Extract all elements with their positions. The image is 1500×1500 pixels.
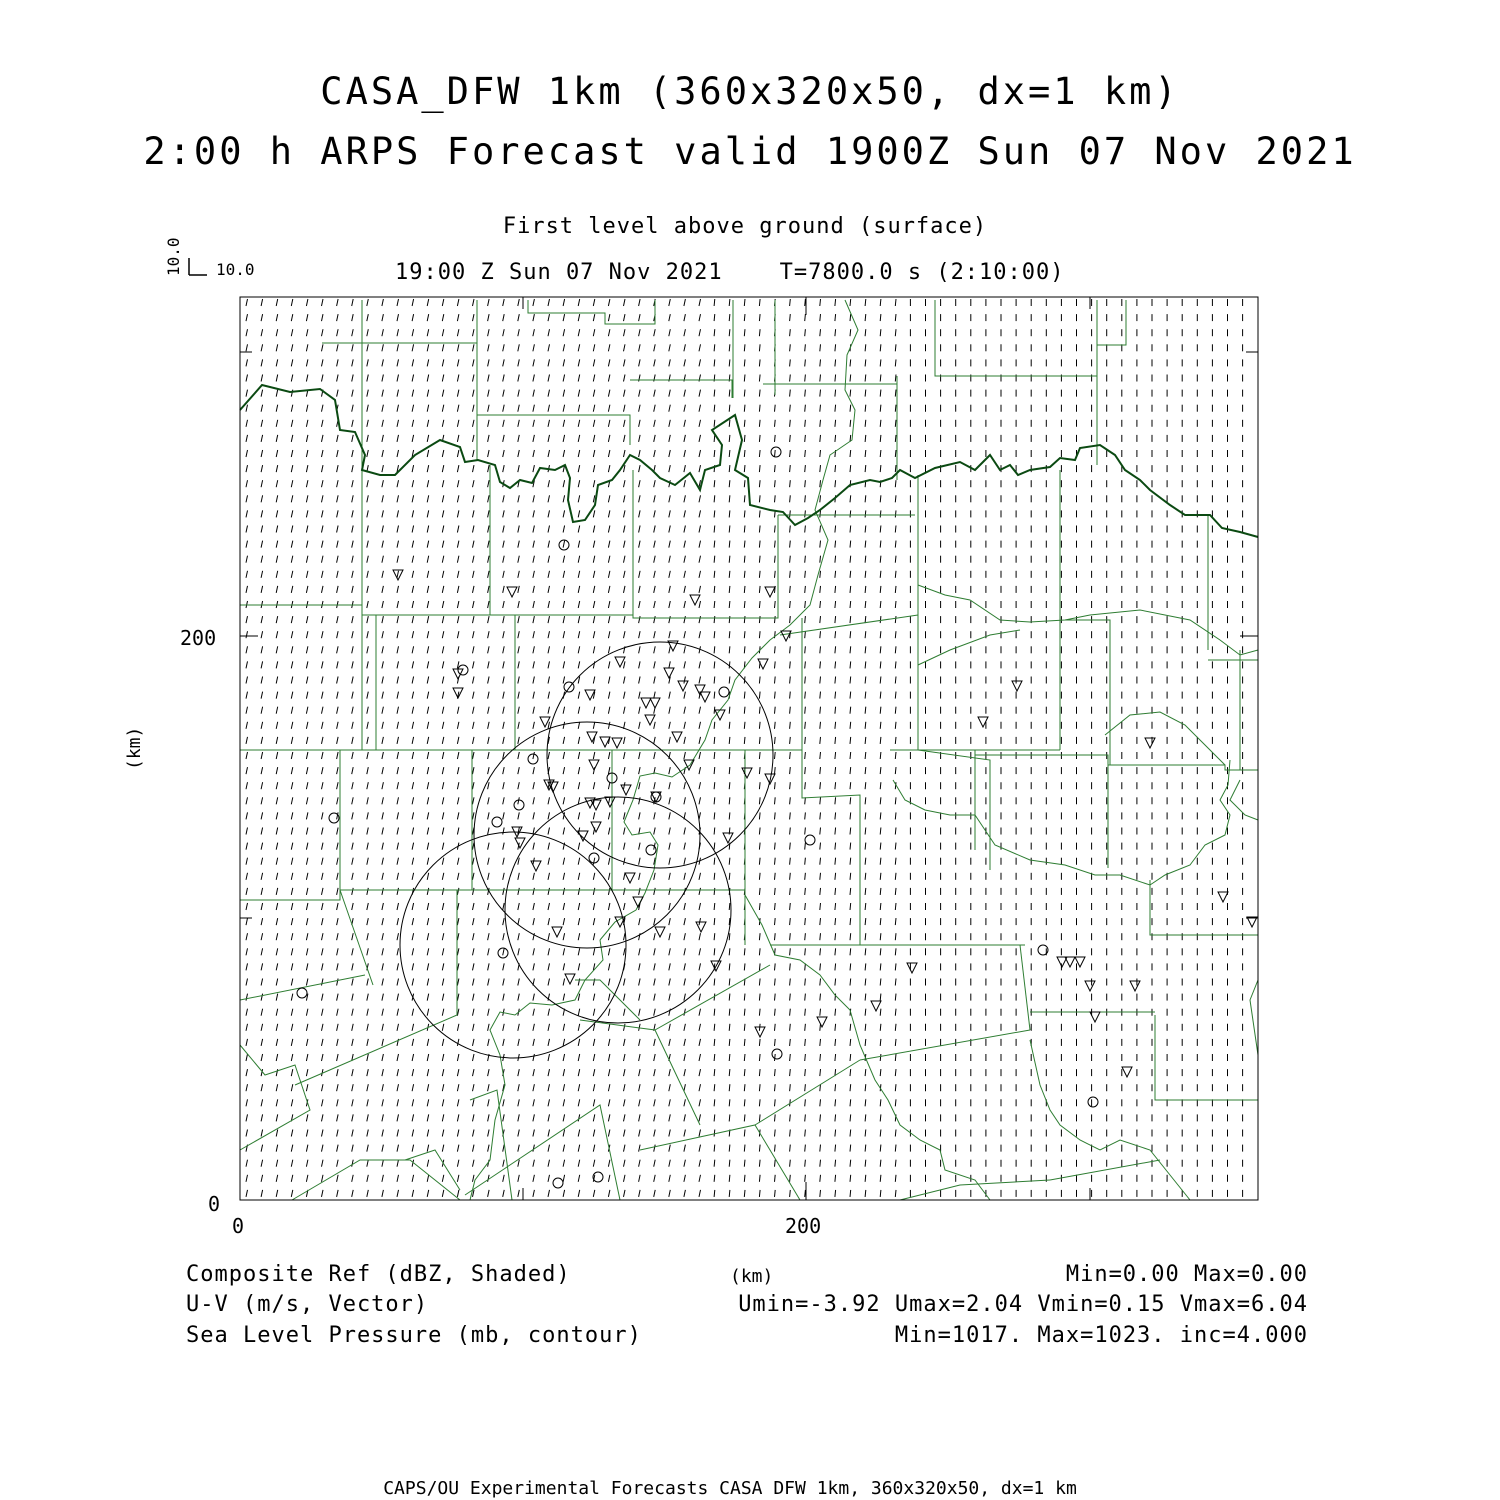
station-triangle-marker <box>655 927 665 937</box>
county-line <box>292 1160 460 1200</box>
county-line <box>405 1150 460 1190</box>
station-triangle-marker <box>1130 981 1140 991</box>
county-line <box>630 380 732 398</box>
station-circle-marker <box>719 687 729 697</box>
station-triangle-marker <box>700 692 710 702</box>
river <box>893 760 1230 885</box>
title-line-2: 2:00 h ARPS Forecast valid 1900Z Sun 07 Nov 2021 <box>143 130 1357 173</box>
radar-range-ring <box>400 832 626 1058</box>
station-triangle-marker <box>817 1017 827 1027</box>
county-line <box>472 750 612 890</box>
x-tick-200: 200 <box>785 1214 822 1238</box>
station-circle-marker <box>805 835 815 845</box>
county-line <box>780 615 918 635</box>
station-circle-marker <box>329 813 339 823</box>
legend-wind-stats: Umin=-3.92 Umax=2.04 Vmin=0.15 Vmax=6.04 <box>738 1292 1308 1317</box>
county-line <box>240 750 340 900</box>
county-line <box>802 618 860 945</box>
station-triangle-marker <box>1012 681 1022 691</box>
station-triangle-marker <box>615 657 625 667</box>
footer-credit: CAPS/OU Experimental Forecasts CASA DFW 1km, 360x320x50, dx=1 km <box>383 1478 1077 1499</box>
river <box>1105 712 1225 765</box>
county-line <box>580 1020 700 1125</box>
county-line <box>240 1045 310 1150</box>
station-circle-marker <box>1088 1097 1098 1107</box>
county-line <box>655 965 770 1030</box>
county-line <box>640 1125 800 1200</box>
wind-vector-field <box>246 299 1243 1197</box>
station-triangle-marker <box>1122 1067 1132 1077</box>
river <box>470 940 603 1200</box>
county-line <box>1097 300 1126 345</box>
county-line <box>322 343 477 460</box>
station-circle-marker <box>651 792 661 802</box>
model-time: T=7800.0 s (2:10:00) <box>779 260 1065 285</box>
station-circle-marker <box>646 845 656 855</box>
station-circle-marker <box>553 1178 563 1188</box>
station-triangle-marker <box>871 1001 881 1011</box>
station-triangle-marker <box>978 717 988 727</box>
station-triangle-marker <box>621 785 631 795</box>
y-axis-label: (km) <box>124 726 145 770</box>
station-triangle-marker <box>1085 981 1095 991</box>
legend-pressure-stats: Min=1017. Max=1023. inc=4.000 <box>894 1323 1308 1348</box>
station-triangle-marker <box>678 681 688 691</box>
county-line <box>362 615 515 750</box>
station-triangle-marker <box>552 927 562 937</box>
legend-reflectivity-stats: Min=0.00 Max=0.00 <box>1065 1262 1308 1287</box>
station-triangle-marker <box>650 698 660 708</box>
county-line <box>755 1060 860 1125</box>
station-triangle-marker <box>1145 738 1155 748</box>
legend-pressure-label: Sea Level Pressure (mb, contour) <box>186 1323 642 1348</box>
station-circle-marker <box>492 817 502 827</box>
station-triangle-marker <box>565 974 575 984</box>
county-line <box>890 750 975 850</box>
station-circle-marker <box>564 682 574 692</box>
county-line <box>240 605 362 750</box>
radar-range-ring <box>474 722 700 948</box>
station-triangle-marker <box>591 800 601 810</box>
x-axis-label: (km) <box>730 1266 774 1287</box>
county-line <box>975 755 1108 868</box>
title-line-1: CASA_DFW 1km (360x320x50, dx=1 km) <box>320 70 1180 113</box>
river <box>1030 1040 1190 1200</box>
vector-key-icon <box>189 258 207 275</box>
y-tick-0: 0 <box>208 1192 221 1216</box>
legend-reflectivity-label: Composite Ref (dBZ, Shaded) <box>186 1262 571 1287</box>
station-triangle-marker <box>765 587 775 597</box>
county-line <box>1150 880 1258 935</box>
county-line <box>1020 945 1030 1030</box>
station-triangle-marker <box>578 831 588 841</box>
river <box>1250 980 1258 1055</box>
level-label: First level above ground (surface) <box>502 214 988 239</box>
radar-range-rings <box>400 642 773 1058</box>
radar-range-ring <box>547 642 773 868</box>
station-triangle-marker <box>907 963 917 973</box>
station-triangle-marker <box>696 922 706 932</box>
station-triangle-marker <box>641 698 651 708</box>
axis-ticks <box>240 297 1258 1200</box>
river <box>918 630 1020 665</box>
y-tick-200: 200 <box>180 626 217 650</box>
vector-key-vertical-label: 10.0 <box>164 237 183 276</box>
station-triangle-marker <box>645 715 655 725</box>
station-triangle-marker <box>672 732 682 742</box>
station-triangle-marker <box>531 861 541 871</box>
station-circle-marker <box>297 988 307 998</box>
county-line <box>918 750 990 870</box>
county-line <box>1065 620 1110 765</box>
station-triangle-marker <box>515 838 525 848</box>
county-line <box>1050 1160 1160 1180</box>
radar-range-ring <box>505 797 731 1023</box>
vector-key-horizontal-label: 10.0 <box>216 260 255 279</box>
station-triangle-marker <box>587 732 597 742</box>
station-circle-marker <box>514 800 524 810</box>
station-triangle-marker <box>1218 892 1228 902</box>
legend-wind-label: U-V (m/s, Vector) <box>186 1292 429 1317</box>
valid-time: 19:00 Z Sun 07 Nov 2021 <box>395 260 723 285</box>
station-triangle-marker <box>690 595 700 605</box>
county-line <box>900 1180 1050 1200</box>
station-triangle-marker <box>625 873 635 883</box>
station-markers <box>297 447 1257 1188</box>
county-line <box>470 1090 512 1200</box>
county-line <box>733 300 897 440</box>
county-line <box>477 300 630 445</box>
station-triangle-marker <box>612 738 622 748</box>
station-triangle-marker <box>664 668 674 678</box>
county-line <box>1108 765 1258 770</box>
x-tick-0: 0 <box>232 1214 245 1238</box>
county-line <box>528 300 655 324</box>
county-line <box>860 1030 1030 1060</box>
county-boundaries <box>240 300 1258 1200</box>
river <box>745 895 990 1200</box>
station-circle-marker <box>772 1049 782 1059</box>
county-line <box>295 1015 457 1085</box>
plot-frame <box>240 297 1258 1200</box>
county-line <box>1208 515 1258 660</box>
station-triangle-marker <box>723 833 733 843</box>
state-border <box>240 385 1258 537</box>
station-triangle-marker <box>591 822 601 832</box>
river <box>1230 780 1258 820</box>
station-triangle-marker <box>507 587 517 597</box>
station-triangle-marker <box>742 768 752 778</box>
station-circle-marker <box>771 447 781 457</box>
county-line <box>575 980 640 1020</box>
county-line <box>240 300 362 605</box>
